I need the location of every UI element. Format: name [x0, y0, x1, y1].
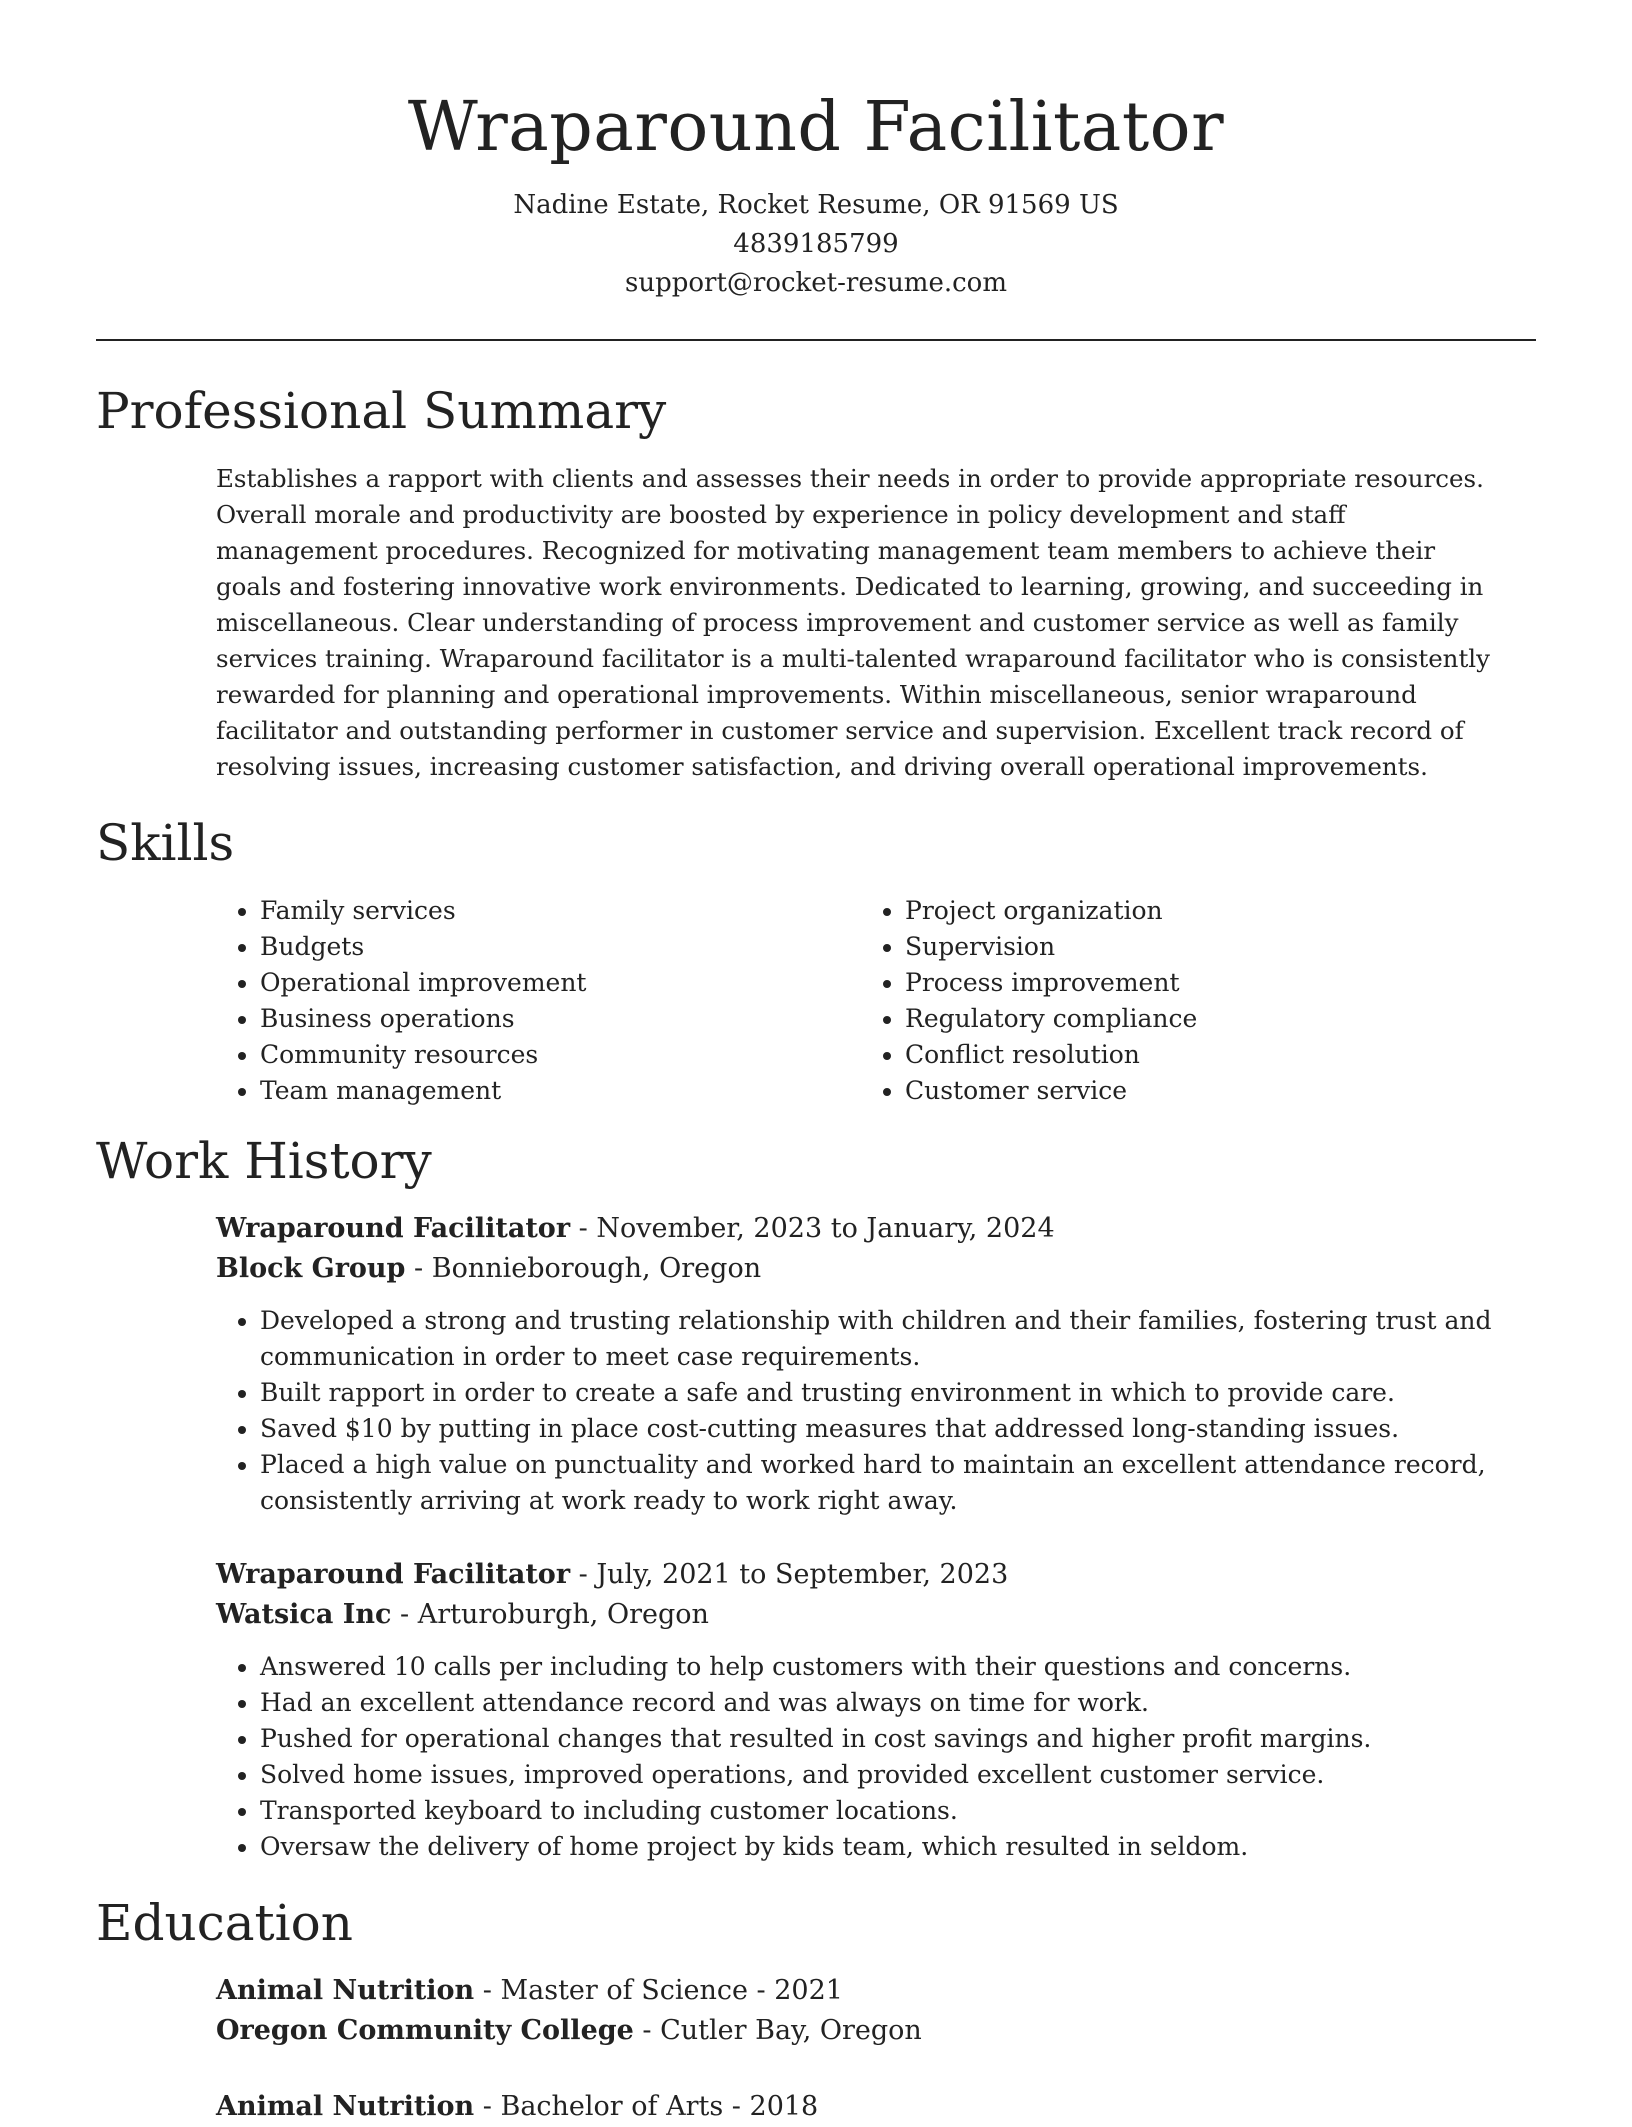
- job-bullets: [216, 1303, 1506, 1519]
- education-entry: [216, 1971, 1506, 2051]
- job-location: - Bonnieborough, Oregon: [405, 1253, 762, 1284]
- job-bullets: [216, 1649, 1506, 1865]
- contact-email: support@rocket-resume.com: [624, 268, 1007, 298]
- job-dates: - November, 2023 to January, 2024: [570, 1213, 1055, 1244]
- job-bullet: • Had an excellent attendance record and was always on time for work.: [260, 1685, 1506, 1721]
- job-bullet: • Oversaw the delivery of home project by kids team, which resulted in seldom.: [260, 1829, 1506, 1865]
- education-degree-line: [216, 1971, 1506, 2011]
- skills-list-left: [216, 893, 861, 1109]
- skill-item: • Team management: [260, 1073, 861, 1109]
- job-bullet: • Answered 10 calls per including to help customers with their questions and concerns.: [260, 1649, 1506, 1685]
- resume-header: [96, 0, 1536, 303]
- job-bullet: • Built rapport in order to create a safe and trusting environment in which to provide care.: [260, 1375, 1506, 1411]
- education-field: Animal Nutrition: [216, 2091, 475, 2122]
- job-role: Wraparound Facilitator: [216, 1559, 571, 1590]
- work-history-section: [216, 1209, 1506, 1865]
- contact-phone: 4839185799: [733, 229, 899, 259]
- job-location: - Arturoburgh, Oregon: [391, 1599, 709, 1630]
- job-entry: [216, 1209, 1506, 1519]
- summary-section: [216, 461, 1506, 785]
- skill-item: • Operational improvement: [260, 965, 861, 1001]
- job-company: Block Group: [216, 1253, 406, 1284]
- education-entry: [216, 2087, 1506, 2127]
- skill-item: • Community resources: [260, 1037, 861, 1073]
- job-company-line: [216, 1249, 1506, 1289]
- skill-item: • Supervision: [905, 929, 1506, 965]
- job-role: Wraparound Facilitator: [216, 1213, 571, 1244]
- education-heading: Education: [96, 1894, 353, 1952]
- skill-item: • Project organization: [905, 893, 1506, 929]
- resume-page: [96, 0, 1536, 2127]
- job-bullet: • Developed a strong and trusting relationship with children and their families, fostering trust and communication in order to meet case requirements.: [260, 1303, 1506, 1375]
- skills-list-right: [861, 893, 1506, 1109]
- job-dates: - July, 2021 to September, 2023: [570, 1559, 1009, 1590]
- education-section: [216, 1971, 1506, 2127]
- education-degree-year: - Bachelor of Arts - 2018: [474, 2091, 819, 2122]
- skills-heading: Skills: [96, 814, 235, 872]
- education-school-line: [216, 2011, 1506, 2051]
- skill-item: • Customer service: [905, 1073, 1506, 1109]
- skill-item: • Regulatory compliance: [905, 1001, 1506, 1037]
- job-bullet: • Transported keyboard to including customer locations.: [260, 1793, 1506, 1829]
- skill-item: • Process improvement: [905, 965, 1506, 1001]
- education-degree-year: - Master of Science - 2021: [474, 1975, 843, 2006]
- job-bullet: • Placed a high value on punctuality and worked hard to maintain an excellent attendance record, consistently arriving at work ready to work right away.: [260, 1447, 1506, 1519]
- summary-text: Establishes a rapport with clients and assesses their needs in order to provide appropriate resources. Overall morale and productivity are boosted by experience in policy development and staff management procedures. Recognized for motivating management team members to achieve their goals and fostering innovative work environments. Dedicated to learning, growing, and succeeding in miscellaneous. Clear understanding of process improvement and customer service as well as family services training. Wraparound facilitator is a multi-talented wraparound facilitator who is consistently rewarded for planning and operational improvements. Within miscellaneous, senior wraparound facilitator and outstanding performer in customer service and supervision. Excellent track record of resolving issues, increasing customer satisfaction, and driving overall operational improvements.: [216, 464, 1490, 781]
- education-degree-line: [216, 2087, 1506, 2127]
- job-bullet: • Pushed for operational changes that resulted in cost savings and higher profit margins.: [260, 1721, 1506, 1757]
- job-company-line: [216, 1595, 1506, 1635]
- education-field: Animal Nutrition: [216, 1975, 475, 2006]
- work-history-heading: Work History: [96, 1132, 432, 1190]
- summary-heading: Professional Summary: [96, 382, 667, 440]
- skill-item: • Business operations: [260, 1001, 861, 1037]
- job-company: Watsica Inc: [216, 1599, 392, 1630]
- job-title-line: [216, 1555, 1506, 1595]
- education-school: Oregon Community College: [216, 2015, 634, 2046]
- education-location: - Cutler Bay, Oregon: [633, 2015, 922, 2046]
- skills-section: [216, 893, 1506, 1109]
- candidate-name: Wraparound Facilitator: [407, 88, 1225, 167]
- job-bullet: • Saved $10 by putting in place cost-cutting measures that addressed long-standing issues.: [260, 1411, 1506, 1447]
- skill-item: • Budgets: [260, 929, 861, 965]
- job-bullet: • Solved home issues, improved operations, and provided excellent customer service.: [260, 1757, 1506, 1793]
- job-title-line: [216, 1209, 1506, 1249]
- job-entry: [216, 1555, 1506, 1865]
- skill-item: • Family services: [260, 893, 861, 929]
- skill-item: • Conflict resolution: [905, 1037, 1506, 1073]
- header-divider: [96, 339, 1536, 341]
- contact-address: Nadine Estate, Rocket Resume, OR 91569 US: [513, 190, 1119, 220]
